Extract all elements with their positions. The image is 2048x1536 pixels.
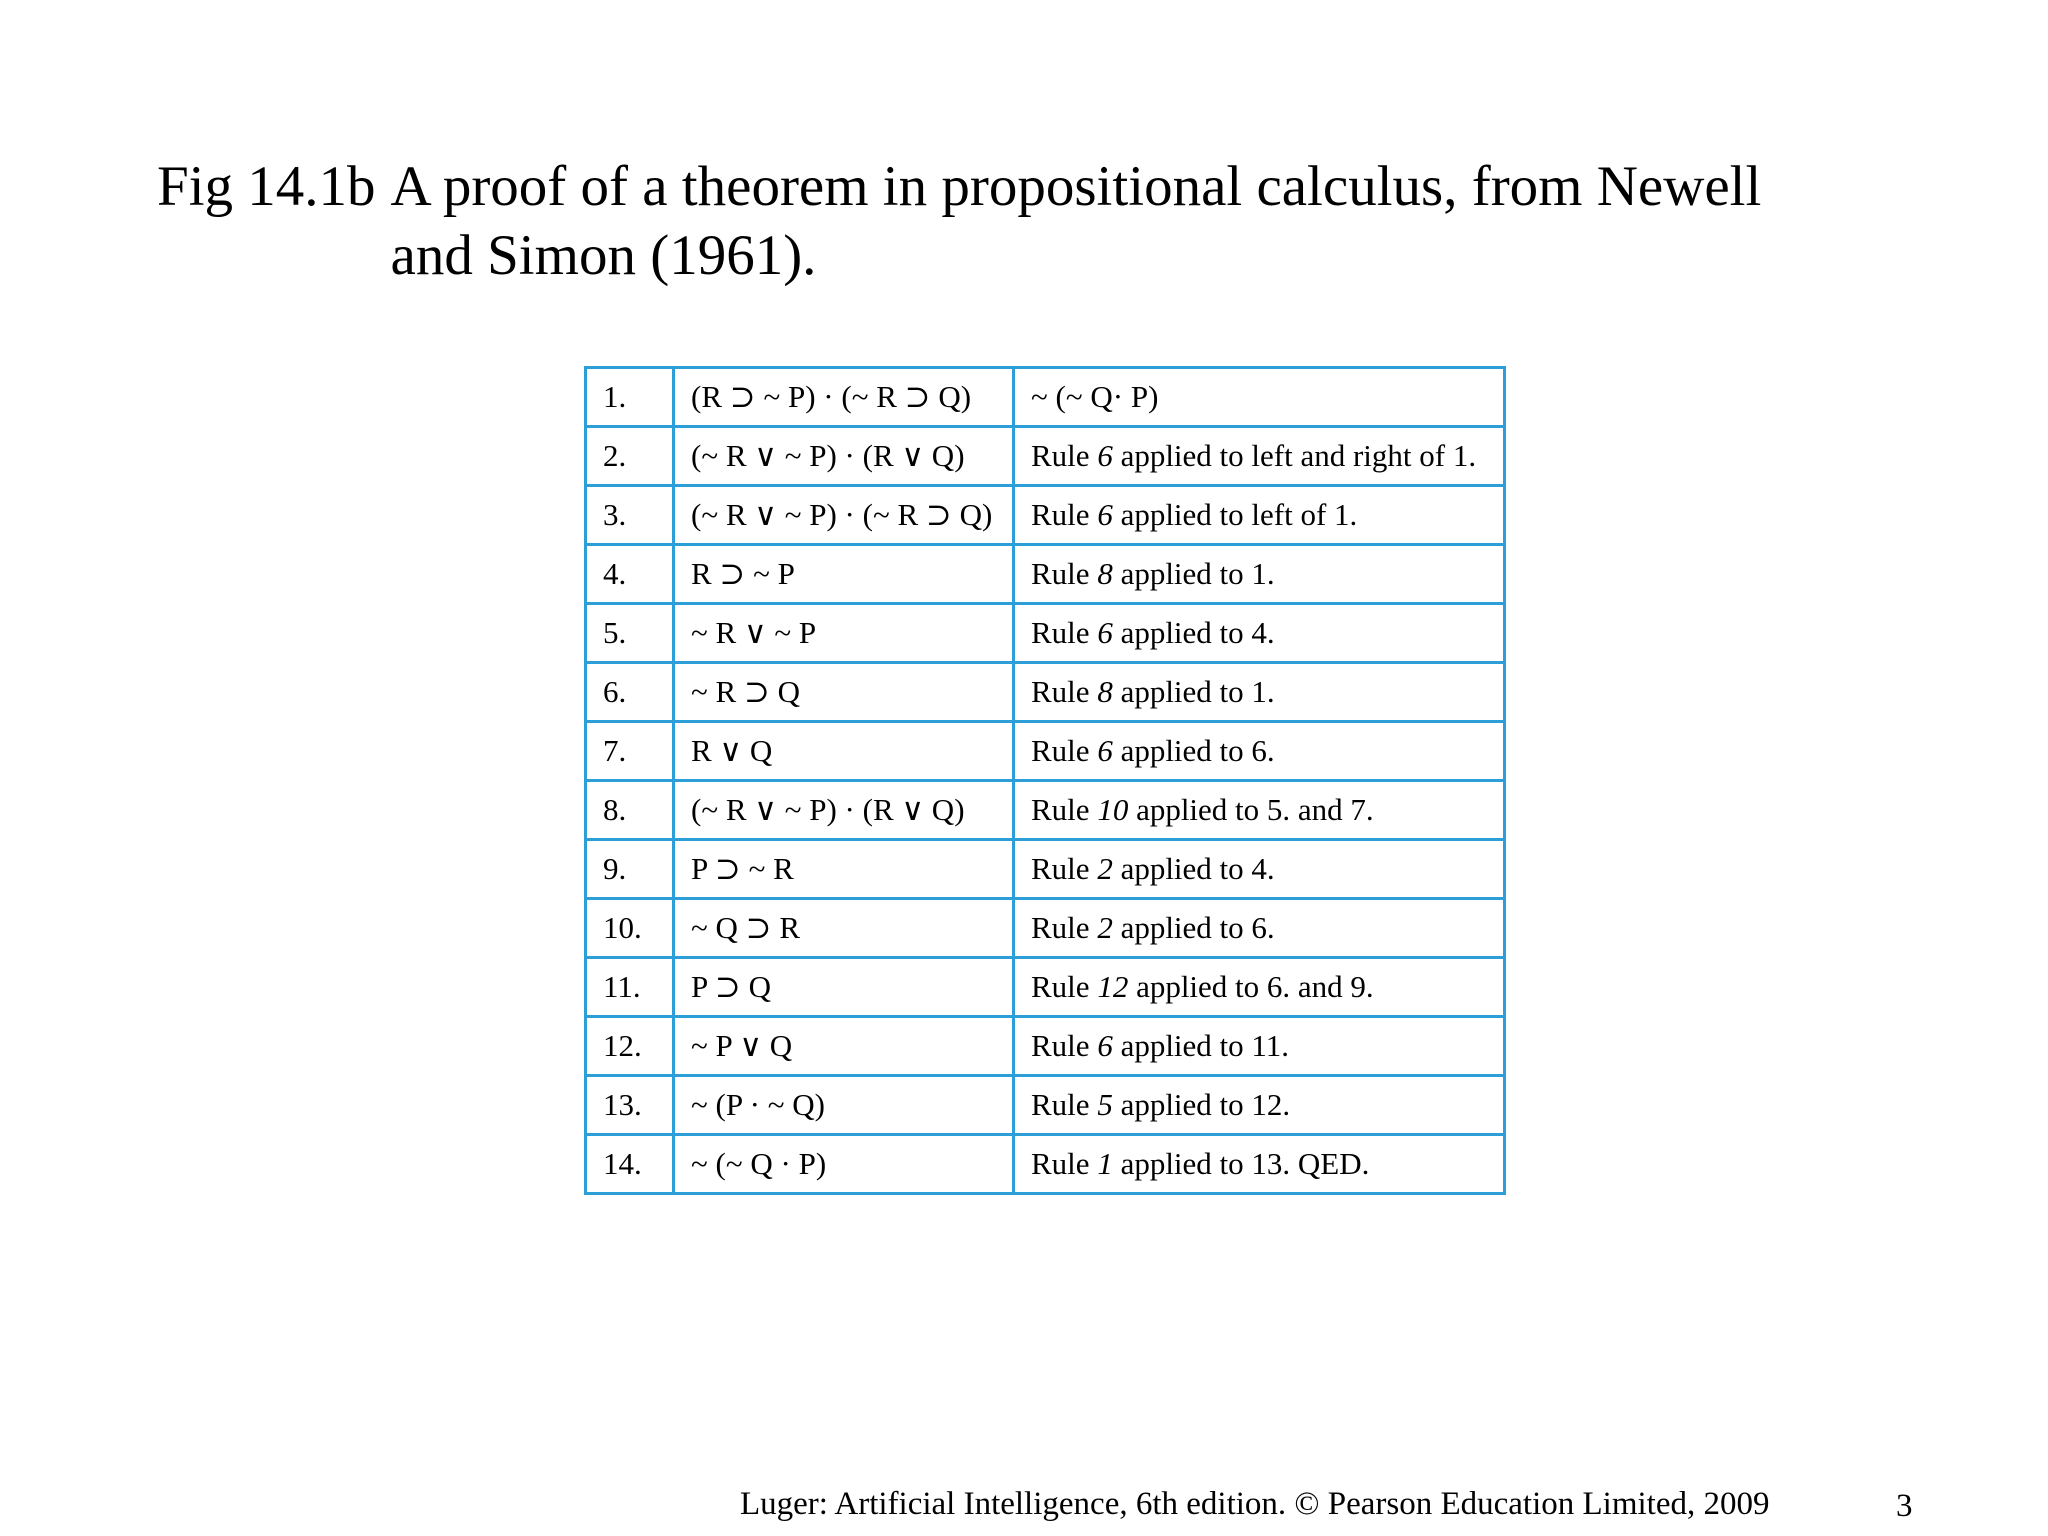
step-number: 12. <box>586 1017 674 1076</box>
step-justification <box>1014 840 1505 899</box>
justification-prefix: Rule <box>1031 733 1098 768</box>
step-number: 3. <box>586 486 674 545</box>
proof-row <box>586 781 1505 840</box>
step-expression: ~ R ⊃ Q <box>674 663 1014 722</box>
step-expression: ~ Q ⊃ R <box>674 899 1014 958</box>
proof-row <box>586 722 1505 781</box>
step-expression: (R ⊃ ~ P) · (~ R ⊃ Q) <box>674 368 1014 427</box>
rule-number: 10 <box>1097 792 1129 827</box>
justification-suffix: applied to left and right of 1. <box>1112 438 1477 473</box>
step-justification <box>1014 1076 1505 1135</box>
rule-number: 2 <box>1097 910 1113 945</box>
step-justification <box>1014 722 1505 781</box>
proof-row <box>586 899 1505 958</box>
proof-table <box>584 366 1506 1195</box>
step-justification <box>1014 1017 1505 1076</box>
step-expression: ~ (~ Q · P) <box>674 1135 1014 1194</box>
page-number: 3 <box>1896 1488 1913 1524</box>
step-expression: P ⊃ ~ R <box>674 840 1014 899</box>
step-number: 13. <box>586 1076 674 1135</box>
justification-prefix: Rule <box>1031 1087 1098 1122</box>
justification-suffix: applied to 13. QED. <box>1112 1146 1370 1181</box>
step-justification <box>1014 545 1505 604</box>
rule-number: 6 <box>1097 1028 1113 1063</box>
step-expression: R ⊃ ~ P <box>674 545 1014 604</box>
figure-caption: A proof of a theorem in propositional calculus, from Newell and Simon (1961). <box>390 155 1762 287</box>
rule-number: 8 <box>1097 674 1113 709</box>
justification-prefix: Rule <box>1031 1146 1098 1181</box>
step-justification <box>1014 604 1505 663</box>
step-expression: P ⊃ Q <box>674 958 1014 1017</box>
proof-row <box>586 958 1505 1017</box>
proof-row <box>586 1135 1505 1194</box>
justification-prefix: Rule <box>1031 910 1098 945</box>
step-expression: ~ P ∨ Q <box>674 1017 1014 1076</box>
rule-number: 1 <box>1097 1146 1113 1181</box>
justification-suffix: applied to 6. <box>1112 910 1275 945</box>
footer-credit: Luger: Artificial Intelligence, 6th edition. © Pearson Education Limited, 2009 <box>740 1486 1770 1522</box>
justification-suffix: applied to 1. <box>1112 556 1275 591</box>
step-justification <box>1014 899 1505 958</box>
justification-suffix: applied to 6. and 9. <box>1128 969 1374 1004</box>
step-number: 5. <box>586 604 674 663</box>
step-justification <box>1014 781 1505 840</box>
step-number: 14. <box>586 1135 674 1194</box>
justification-prefix: ~ (~ Q· P) <box>1031 379 1159 414</box>
step-expression: (~ R ∨ ~ P) · (R ∨ Q) <box>674 427 1014 486</box>
proof-row <box>586 1017 1505 1076</box>
proof-row <box>586 1076 1505 1135</box>
step-expression: ~ R ∨ ~ P <box>674 604 1014 663</box>
step-number: 10. <box>586 899 674 958</box>
step-number: 6. <box>586 663 674 722</box>
justification-suffix: applied to left of 1. <box>1112 497 1358 532</box>
justification-prefix: Rule <box>1031 792 1098 827</box>
justification-suffix: applied to 12. <box>1112 1087 1291 1122</box>
step-expression: (~ R ∨ ~ P) · (~ R ⊃ Q) <box>674 486 1014 545</box>
step-justification <box>1014 958 1505 1017</box>
step-justification <box>1014 427 1505 486</box>
justification-suffix: applied to 11. <box>1112 1028 1290 1063</box>
rule-number: 5 <box>1097 1087 1113 1122</box>
rule-number: 8 <box>1097 556 1113 591</box>
step-number: 11. <box>586 958 674 1017</box>
step-number: 4. <box>586 545 674 604</box>
justification-suffix: applied to 6. <box>1112 733 1275 768</box>
proof-row <box>586 545 1505 604</box>
justification-suffix: applied to 4. <box>1112 615 1275 650</box>
step-number: 2. <box>586 427 674 486</box>
justification-prefix: Rule <box>1031 851 1098 886</box>
justification-prefix: Rule <box>1031 674 1098 709</box>
rule-number: 6 <box>1097 733 1113 768</box>
slide-title <box>157 152 1957 290</box>
proof-table-body <box>586 368 1505 1194</box>
proof-row <box>586 663 1505 722</box>
proof-row <box>586 604 1505 663</box>
justification-prefix: Rule <box>1031 556 1098 591</box>
justification-prefix: Rule <box>1031 438 1098 473</box>
justification-prefix: Rule <box>1031 497 1098 532</box>
proof-row <box>586 427 1505 486</box>
rule-number: 6 <box>1097 615 1113 650</box>
justification-prefix: Rule <box>1031 1028 1098 1063</box>
rule-number: 6 <box>1097 438 1113 473</box>
step-number: 1. <box>586 368 674 427</box>
step-justification <box>1014 1135 1505 1194</box>
step-number: 8. <box>586 781 674 840</box>
proof-row <box>586 368 1505 427</box>
rule-number: 2 <box>1097 851 1113 886</box>
justification-prefix: Rule <box>1031 969 1098 1004</box>
step-expression: (~ R ∨ ~ P) · (R ∨ Q) <box>674 781 1014 840</box>
rule-number: 6 <box>1097 497 1113 532</box>
justification-suffix: applied to 1. <box>1112 674 1275 709</box>
step-expression: R ∨ Q <box>674 722 1014 781</box>
step-expression: ~ (P · ~ Q) <box>674 1076 1014 1135</box>
step-number: 7. <box>586 722 674 781</box>
justification-suffix: applied to 5. and 7. <box>1128 792 1374 827</box>
figure-label: Fig 14.1b <box>157 155 376 218</box>
justification-suffix: applied to 4. <box>1112 851 1275 886</box>
step-justification <box>1014 368 1505 427</box>
proof-row <box>586 840 1505 899</box>
rule-number: 12 <box>1097 969 1129 1004</box>
proof-row <box>586 486 1505 545</box>
step-justification <box>1014 663 1505 722</box>
step-number: 9. <box>586 840 674 899</box>
justification-prefix: Rule <box>1031 615 1098 650</box>
step-justification <box>1014 486 1505 545</box>
